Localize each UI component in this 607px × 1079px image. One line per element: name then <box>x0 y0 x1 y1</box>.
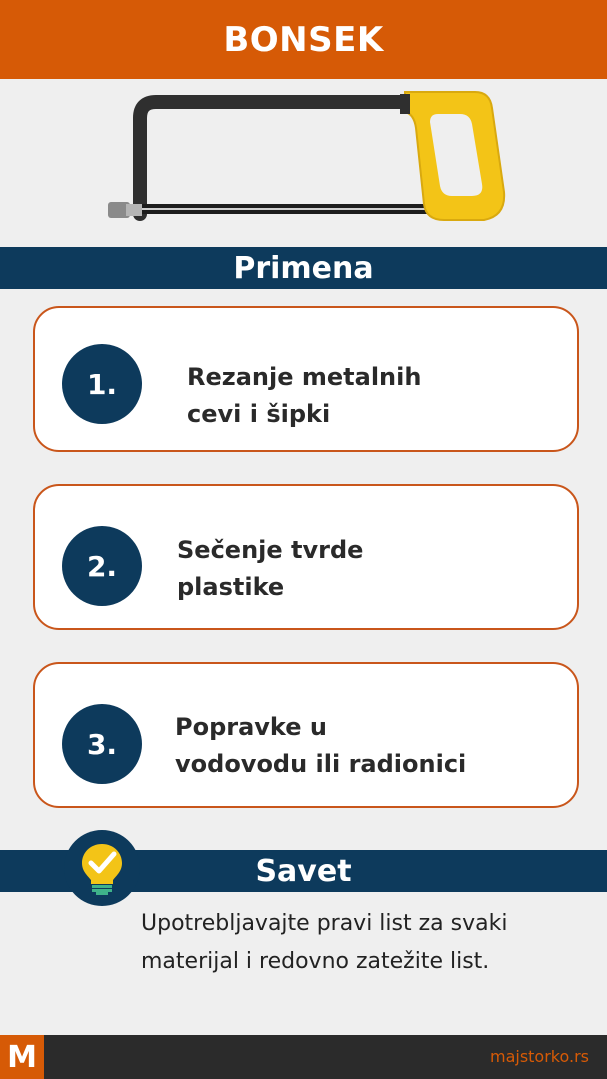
tip-text: Upotrebljavajte pravi list za svaki materijal i redovno zatežite list. <box>141 911 508 974</box>
savet-title: Savet <box>255 853 352 889</box>
usage-text-3: Popravke u vodovodu ili radionici <box>175 713 467 778</box>
title-bar <box>0 0 607 79</box>
primena-header <box>0 247 607 289</box>
usage-text-1: Rezanje metalnih cevi i šipki <box>187 363 422 428</box>
footer <box>0 1035 607 1079</box>
brand-logo: M <box>0 1035 44 1079</box>
step-badge: 1. <box>62 344 142 424</box>
usage-card-2 <box>33 484 579 630</box>
lightbulb-check-icon <box>64 830 140 906</box>
usage-card-1 <box>33 306 579 452</box>
site-link[interactable]: majstorko.rs <box>489 1047 589 1066</box>
usage-card-3 <box>33 662 579 808</box>
hacksaw-icon <box>100 88 510 236</box>
page-title: BONSEK <box>223 19 384 60</box>
step-badge: 2. <box>62 526 142 606</box>
usage-text-2: Sečenje tvrde plastike <box>177 536 364 601</box>
step-badge: 3. <box>62 704 142 784</box>
primena-title: Primena <box>233 250 374 286</box>
